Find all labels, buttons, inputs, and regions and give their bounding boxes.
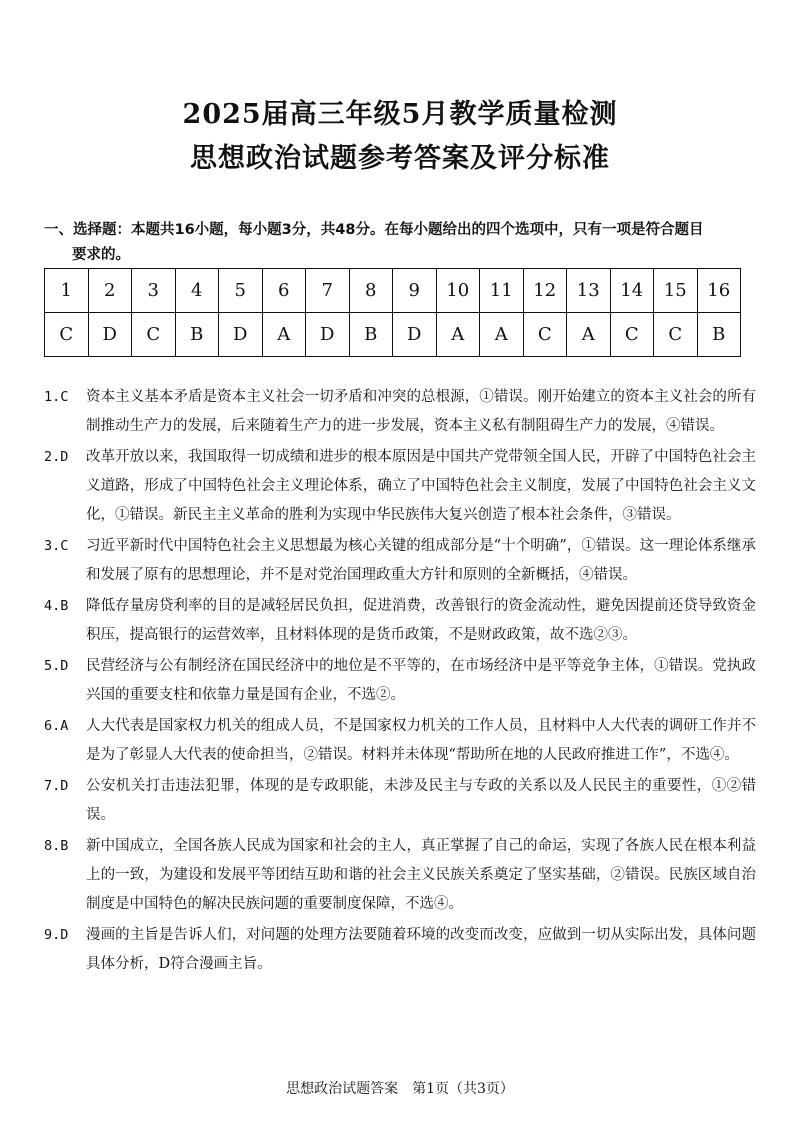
- answer-table: [44, 268, 741, 357]
- question-number-cell: 5: [219, 269, 263, 313]
- explanation-item: [44, 652, 756, 710]
- question-number-cell: 7: [306, 269, 350, 313]
- explanation-number: 4.B: [44, 598, 69, 614]
- question-number-cell: 8: [349, 269, 393, 313]
- question-number-cell: 10: [436, 269, 480, 313]
- question-number-cell: 16: [697, 269, 741, 313]
- answer-cell: B: [349, 313, 393, 357]
- question-number-cell: 2: [88, 269, 132, 313]
- explanation-item: [44, 592, 756, 650]
- document-subtitle: 思想政治试题参考答案及评分标准: [190, 143, 610, 174]
- question-number-cell: 9: [393, 269, 437, 313]
- explanation-text: 新中国成立，全国各族人民成为国家和社会的主人，真正掌握了自己的命运，实现了各族人民在根本利益上的一致，为建设和发展平等团结互助和谐的社会主义民族关系奠定了坚实基础，②错误。民族区域自治制度是中国特色的解决民族问题的重要制度保障，不选④。: [86, 838, 756, 912]
- explanation-number: 7.D: [44, 778, 69, 794]
- explanation-text: 公安机关打击违法犯罪，体现的是专政职能，未涉及民主与专政的关系以及人民民主的重要性，①②错误。: [86, 778, 756, 823]
- answer-cell: C: [132, 313, 176, 357]
- answer-cell: C: [610, 313, 654, 357]
- explanation-number: 1.C: [44, 389, 69, 405]
- document-title: 2025届高三年级5月教学质量检测: [182, 99, 618, 130]
- question-number-cell: 4: [175, 269, 219, 313]
- question-number-cell: 15: [654, 269, 698, 313]
- question-number-cell: 11: [480, 269, 524, 313]
- explanation-text: 降低存量房贷利率的目的是减轻居民负担，促进消费，改善银行的资金流动性，避免因提前还贷导致资金积压，提高银行的运营效率，且材料体现的是货币政策，不是财政政策，故不选②③。: [86, 598, 756, 643]
- question-number-cell: 12: [523, 269, 567, 313]
- answer-cell: D: [306, 313, 350, 357]
- answer-cell: C: [654, 313, 698, 357]
- explanation-item: [44, 383, 756, 441]
- answer-cell: B: [697, 313, 741, 357]
- answer-cell: B: [175, 313, 219, 357]
- explanation-number: 2.D: [44, 449, 69, 465]
- question-number-cell: 13: [567, 269, 611, 313]
- answer-cell: C: [523, 313, 567, 357]
- explanation-number: 3.C: [44, 538, 69, 554]
- section-heading: [44, 218, 756, 268]
- explanation-list: [44, 383, 756, 981]
- answer-cell: A: [567, 313, 611, 357]
- explanation-text: 人大代表是国家权力机关的组成人员，不是国家权力机关的工作人员，且材料中人大代表的调研工作并不是为了彰显人大代表的使命担当，②错误。材料并未体现“帮助所在地的人民政府推进工作”，不选④。: [86, 718, 756, 763]
- explanation-number: 6.A: [44, 718, 69, 734]
- question-number-cell: 14: [610, 269, 654, 313]
- section-heading-line1: 一、选择题：本题共16小题，每小题3分，共48分。在每小题给出的四个选项中，只有一项是符合题目: [44, 222, 704, 238]
- explanation-item: [44, 443, 756, 530]
- answer-cell: A: [436, 313, 480, 357]
- explanation-text: 改革开放以来，我国取得一切成绩和进步的根本原因是中国共产党带领全国人民，开辟了中国特色社会主义道路，形成了中国特色社会主义理论体系，确立了中国特色社会主义制度，发展了中国特色社会主义文化，①错误。新民主主义革命的胜利为实现中华民族伟大复兴创造了根本社会条件，③错误。: [86, 449, 756, 523]
- question-number-cell: 3: [132, 269, 176, 313]
- answer-cell: A: [480, 313, 524, 357]
- explanation-number: 5.D: [44, 658, 69, 674]
- explanation-text: 民营经济与公有制经济在国民经济中的地位是不平等的，在市场经济中是平等竞争主体，①错误。党执政兴国的重要支柱和依靠力量是国有企业，不选②。: [86, 658, 756, 703]
- answer-cell: D: [88, 313, 132, 357]
- question-number-cell: 6: [262, 269, 306, 313]
- explanation-number: 8.B: [44, 838, 69, 854]
- answer-cell: D: [393, 313, 437, 357]
- section-heading-line2: 要求的。: [72, 247, 130, 263]
- explanation-text: 资本主义基本矛盾是资本主义社会一切矛盾和冲突的总根源，①错误。刚开始建立的资本主义社会的所有制推动生产力的发展，后来随着生产力的进一步发展，资本主义私有制阻碍生产力的发展，④错误。: [86, 389, 756, 434]
- answer-table-number-row: [45, 269, 741, 313]
- explanation-item: [44, 532, 756, 590]
- explanation-text: 习近平新时代中国特色社会主义思想最为核心关键的组成部分是“十个明确”，①错误。这一理论体系继承和发展了原有的思想理论，并不是对党治国理政重大方针和原则的全新概括，④错误。: [86, 538, 756, 583]
- answer-cell: D: [219, 313, 263, 357]
- explanation-text: 漫画的主旨是告诉人们，对问题的处理方法要随着环境的改变而改变，应做到一切从实际出发，具体问题具体分析，D符合漫画主旨。: [86, 927, 756, 972]
- page-footer: 思想政治试题答案 第1页（共3页）: [286, 1081, 514, 1097]
- explanation-item: [44, 712, 756, 770]
- answer-table-answer-row: [45, 313, 741, 357]
- explanation-item: [44, 772, 756, 830]
- explanation-item: [44, 921, 756, 979]
- answer-cell: A: [262, 313, 306, 357]
- question-number-cell: 1: [45, 269, 89, 313]
- explanation-item: [44, 832, 756, 919]
- answer-cell: C: [45, 313, 89, 357]
- explanation-number: 9.D: [44, 927, 69, 943]
